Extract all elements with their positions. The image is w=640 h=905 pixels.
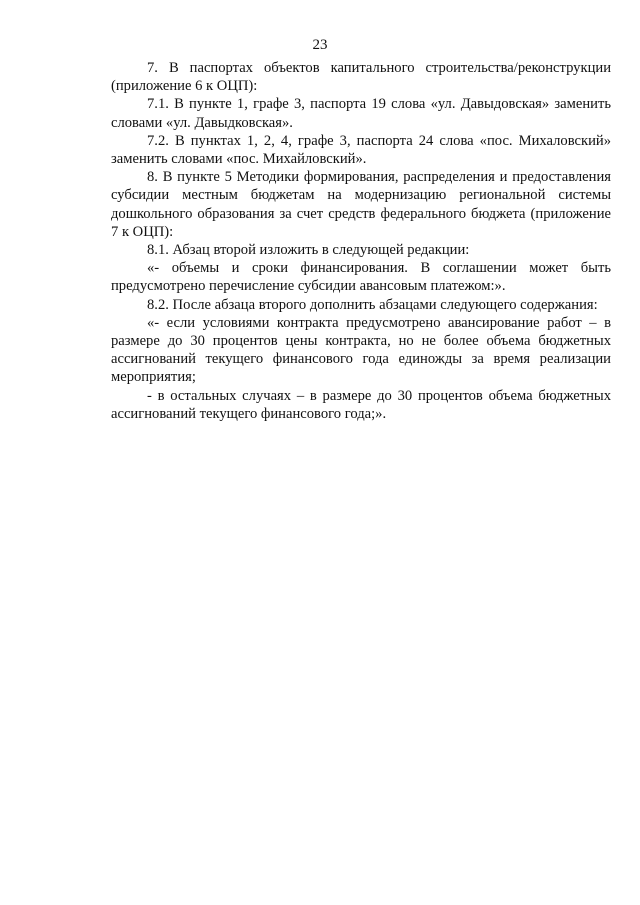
document-body [111,59,611,423]
page-number: 23 [312,37,328,53]
paragraph-quote-other-cases: - в остальных случаях – в размере до 30 процентов объема бюджетных ассигнований текущего финансового года;». [111,387,611,422]
paragraph-quote-advance: «- если условиями контракта предусмотрено авансирование работ – в размере до 30 процентов цены контракта, но не более объема бюджетных ассигнований текущего финансового года единожды за время реализации мероприятия; [111,314,611,386]
paragraph-8: 8. В пункте 5 Методики формирования, распределения и предоставления субсидии местным бюджетам на модернизацию региональной системы дошкольного образования за счет средств федерального бюджета (приложение 7 к ОЦП): [111,169,611,240]
paragraph-7-1: 7.1. В пункте 1, графе 3, паспорта 19 слова «ул. Давыдовская» заменить словами «ул. Давыдковская». [111,96,611,131]
paragraph-7-2: 7.2. В пунктах 1, 2, 4, графе 3, паспорта 24 слова «пос. Михаловский» заменить словами «пос. Михайловский». [111,132,611,168]
paragraph-8-2: 8.2. После абзаца второго дополнить абзацами следующего содержания: [147,296,598,313]
paragraph-7: 7. В паспортах объектов капитального строительства/реконструкции (приложение 6 к ОЦП): [111,60,611,95]
paragraph-8-1: 8.1. Абзац второй изложить в следующей редакции: [147,242,470,259]
paragraph-quote-financing: «- объемы и сроки финансирования. В соглашении может быть предусмотрено перечисление субсидии авансовым платежом:». [111,260,611,295]
